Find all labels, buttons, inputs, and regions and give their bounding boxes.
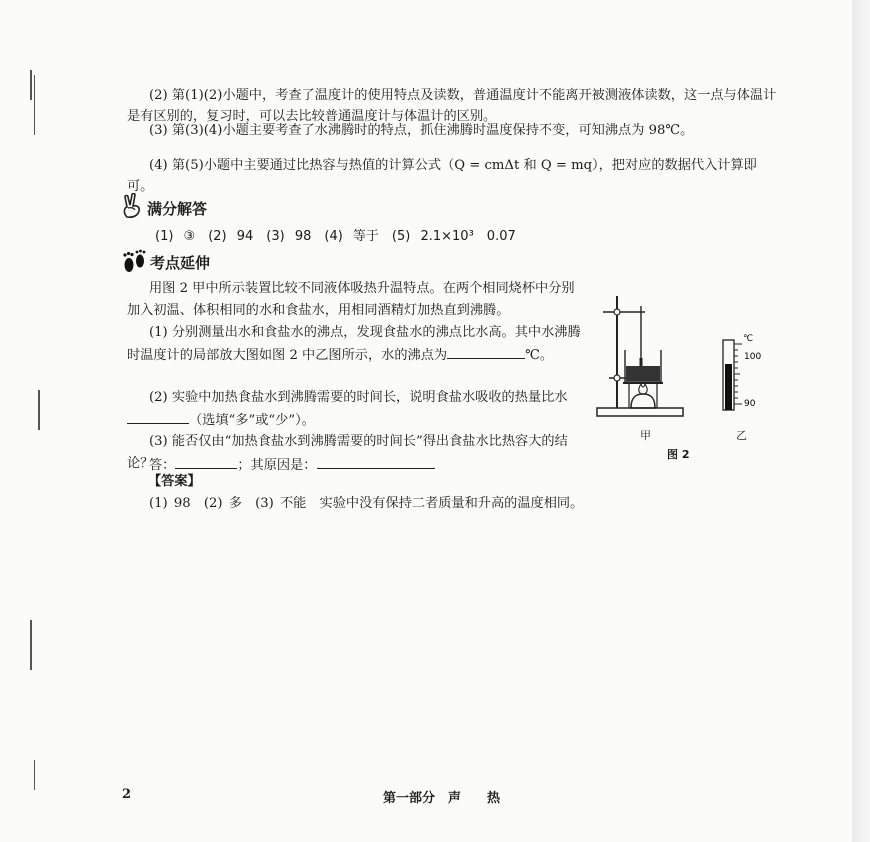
victory-hand-icon [120,193,146,223]
scan-mark [34,760,35,790]
scan-mark [30,70,32,100]
page-number: 2 [122,787,132,802]
extension-heading: 考点延伸 [150,254,211,272]
section-title: 第一部分 声 热 [383,791,501,806]
answer-blank [317,454,435,469]
answer-blank [127,409,189,424]
scan-mark [34,75,35,135]
answer-prefix: 答： [149,458,176,473]
question-2 [127,387,587,432]
analysis-paragraph-3: (3) 第(3)(4)小题主要考查了水沸腾时的特点，抓住沸腾时温度保持不变，可知沸点为 98℃。 [149,123,694,138]
scan-mark [30,620,32,670]
question-1-text: (1) 分别测量出水和食盐水的沸点，发现食盐水的沸点比水高。其中水沸腾时温度计的局部放大图如图 2 中乙图所示，水的沸点为 [127,325,581,363]
question-2-text: (2) 实验中加热食盐水到沸腾需要的时间长，说明食盐水吸收的热量比水 [149,390,568,405]
answer-tag: 【答案】 [148,474,201,489]
extension-intro: 用图 2 甲中所示装置比较不同液体吸热升温特点。在两个相同烧杯中分别加入初温、体积相同的水和食盐水，用相同酒精灯加热直到沸腾。 [127,281,575,318]
answer-blank [447,344,525,359]
question-3: (3) 能否仅由“加热食盐水到沸腾需要的时间长”得出食盐水比热容大的结论？ [127,434,568,471]
figure-caption: 图 2 [667,448,690,461]
scan-mark [38,390,40,430]
question-2-hint: （选填“多”或“少”）。 [189,413,315,428]
footprints-icon [121,249,149,279]
thermo-low-label: 90 [744,399,756,409]
analysis-paragraph-4: (4) 第(5)小题中主要通过比热容与热值的计算公式（Q = cmΔt 和 Q = mq），把对应的数据代入计算即可。 [127,158,757,194]
analysis-paragraph-2: (2) 第(1)(2)小题中，考查了温度计的使用特点及读数，普通温度计不能离开被测液体读数，这一点与体温计是有区别的，复习时，可以去比较普通温度计与体温计的区别。 [127,88,777,124]
page-edge [852,0,870,842]
answer-blank [175,454,237,469]
answer-mid: ；其原因是： [237,458,317,473]
thermometer-closeup [710,332,780,422]
full-answer-heading: 满分解答 [147,200,208,218]
thermo-high-label: 100 [744,352,762,362]
answer-text: (1) 98 (2) 多 (3) 不能 实验中没有保持二者质量和升高的温度相同。 [149,496,584,511]
figure-label-jia: 甲 [640,429,651,442]
full-answer-list: (1) ③ (2) 94 (3) 98 (4) 等于 (5) 2.1×10³ 0.07 [155,229,516,244]
apparatus-figure [595,290,695,420]
thermo-unit: ℃ [743,334,754,344]
question-1-unit: ℃。 [525,348,554,363]
question-1 [127,322,587,367]
figure-label-yi: 乙 [736,429,747,442]
